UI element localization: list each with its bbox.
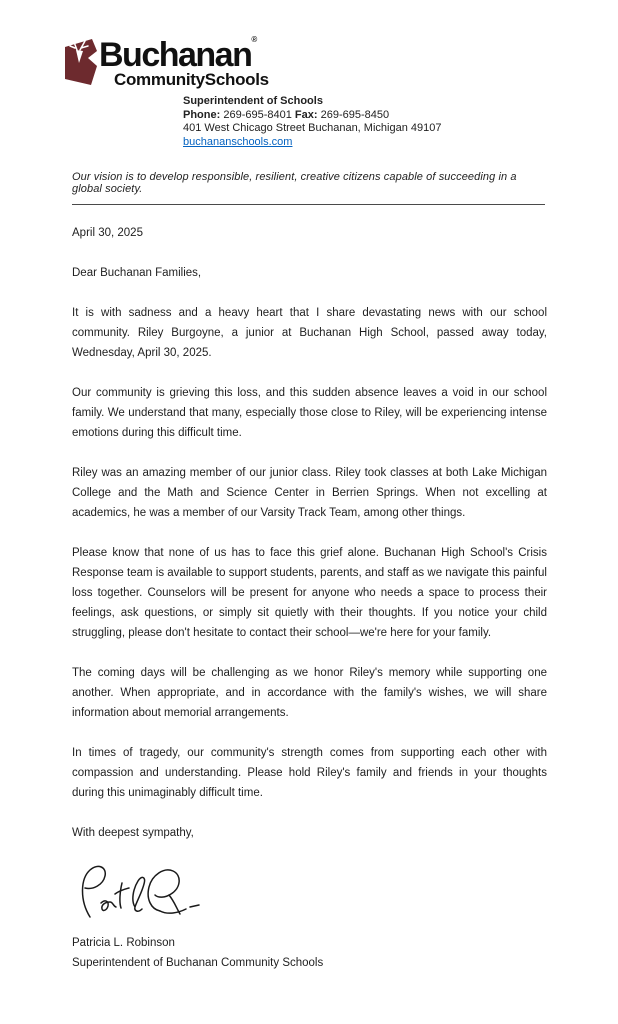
phone-label: Phone:: [183, 108, 221, 121]
letter-body: [72, 223, 547, 973]
salutation: Dear Buchanan Families,: [72, 267, 202, 279]
signature-block: [72, 933, 547, 973]
website-link[interactable]: buchananschools.com: [183, 135, 293, 148]
registered-trademark-symbol: ®: [251, 35, 258, 44]
paragraph-grieving: Our community is grieving this loss, and this sudden absence leaves a void in our school family. We understand that many, especially those close to Riley, will be experiencing intense emotions during this difficult time.: [72, 387, 547, 439]
paragraph-coming-days: The coming days will be challenging as we honor Riley's memory while supporting one another. When appropriate, and in accordance with the family's wishes, we will share information about memorial arrangements.: [72, 667, 547, 719]
closing-line: With deepest sympathy,: [72, 827, 194, 839]
paragraph-crisis-support: Please know that none of us has to face this grief alone. Buchanan High School's Crisis Response team is available to support students, parents, and staff as we navigate this painful loss together. Counselors will be present for anyone who needs a space to process their feelings, ask questions, or simply sit quietly with their thoughts. If you notice your child struggling, please don't hesitate to contact their school—we're here for your family.: [72, 547, 547, 639]
signer-title: Superintendent of Buchanan Community Schools: [72, 957, 324, 969]
school-logo: [0, 0, 618, 88]
contact-block: [183, 95, 618, 149]
contact-address: 401 West Chicago Street Buchanan, Michigan 49107: [183, 122, 442, 134]
contact-title: Superintendent of Schools: [183, 95, 323, 107]
paragraph-announcement: It is with sadness and a heavy heart that I share devastating news with our school community. Riley Burgoyne, a junior at Buchanan High School, passed away today, Wednesday, April 30, 2025.: [72, 307, 547, 359]
logo-name: Buchanan: [99, 36, 252, 74]
vision-statement: Our vision is to develop responsible, resilient, creative citizens capable of succeeding in a global society.: [72, 171, 517, 195]
fax-label: Fax:: [294, 108, 318, 121]
logo-wordmark: [99, 35, 269, 89]
paragraph-community-strength: In times of tragedy, our community's strength comes from supporting each other with compassion and understanding. Please hold Riley's family and friends in your thoughts during this unimaginably difficult time.: [72, 747, 547, 799]
handwritten-signature: [74, 857, 547, 925]
phone-number: 269-695-8401: [223, 108, 292, 121]
fax-number: 269-695-8450: [320, 108, 390, 121]
header-divider: [72, 204, 545, 205]
paragraph-about-riley: Riley was an amazing member of our junior class. Riley took classes at both Lake Michigan College and the Math and Science Center in Berrien Springs. When not excelling at academics, he was a member of our Varsity Track Team, among other things.: [72, 467, 547, 519]
logo-subname: CommunitySchools: [114, 70, 269, 89]
signer-name: Patricia L. Robinson: [72, 937, 175, 949]
letter-date: April 30, 2025: [72, 227, 143, 239]
buck-deer-flag-icon: [64, 38, 98, 86]
contact-phone-fax: [183, 109, 618, 123]
